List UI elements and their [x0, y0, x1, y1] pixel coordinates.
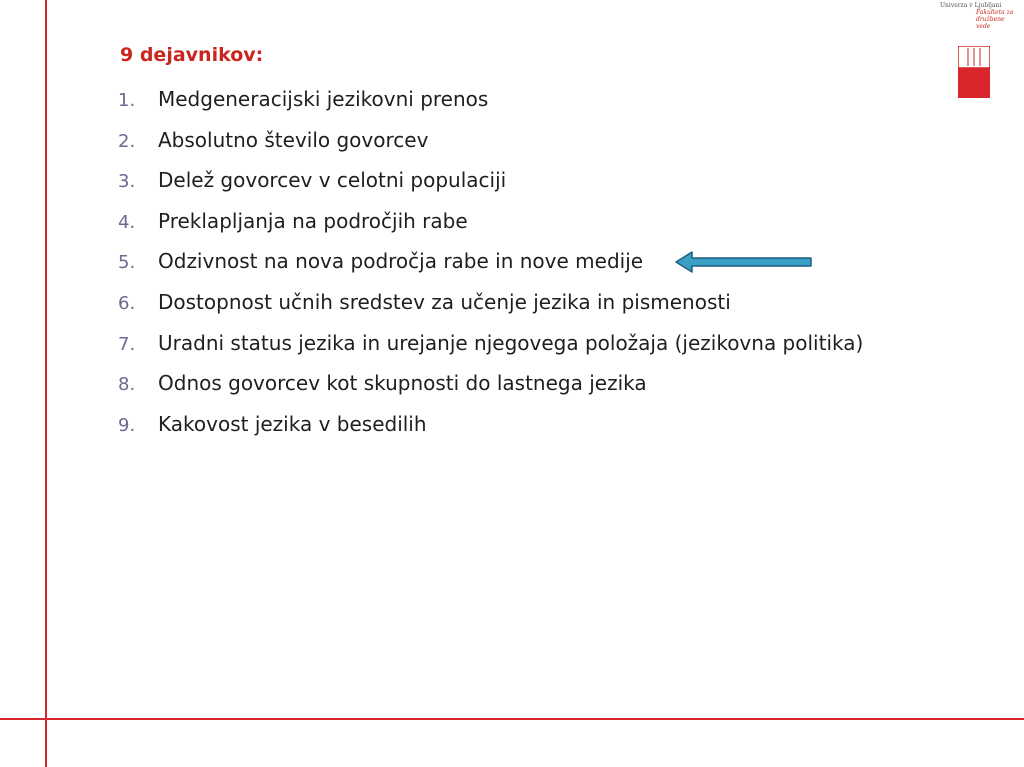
bottom-border-line — [0, 718, 1024, 720]
list-item-text: Uradni status jezika in urejanje njegovega položaja (jezikovna politika) — [158, 330, 864, 355]
list-item — [118, 205, 863, 246]
list-item-text: Absolutno število govorcev — [158, 127, 429, 152]
list-item-text: Delež govorcev v celotni populaciji — [158, 168, 507, 193]
list-item-number: 7. — [118, 333, 136, 355]
university-logo — [936, 0, 1016, 100]
list-item — [118, 286, 863, 327]
list-item-text: Preklapljanja na področjih rabe — [158, 208, 468, 233]
left-border-line — [45, 0, 47, 767]
list-item-number: 1. — [118, 90, 136, 111]
list-item-text: Odnos govorcev kot skupnosti do lastnega jezika — [158, 371, 647, 396]
list-item-number: 8. — [118, 374, 136, 396]
list-item-text: Kakovost jezika v besedilih — [158, 411, 427, 436]
list-item-text: Medgeneracijski jezikovni prenos — [158, 87, 489, 111]
list-item-text: Dostopnost učnih sredstev za učenje jezika in pismenosti — [158, 289, 731, 314]
list-item-number: 6. — [118, 292, 136, 314]
logo-text-university: Univerza v Ljubljani — [940, 2, 1002, 9]
list-item-number: 3. — [118, 171, 136, 193]
list-item — [118, 327, 863, 368]
slide-heading: 9 dejavnikov: — [120, 44, 264, 66]
list-item-number: 9. — [118, 414, 136, 436]
list-item-text: Odzivnost na nova področja rabe in nove medije — [158, 249, 644, 274]
list-item-number: 4. — [118, 211, 136, 233]
list-item-number: 5. — [118, 252, 136, 274]
logo-text-faculty: Fakulteta za družbene vede — [976, 9, 1014, 30]
logo-emblem-icon — [958, 46, 990, 98]
list-item — [118, 164, 863, 205]
list-item — [118, 367, 863, 408]
list-item — [118, 408, 863, 449]
list-item — [118, 83, 863, 124]
list-item-number: 2. — [118, 130, 136, 152]
left-arrow-icon — [674, 249, 814, 275]
list-item — [118, 124, 863, 165]
